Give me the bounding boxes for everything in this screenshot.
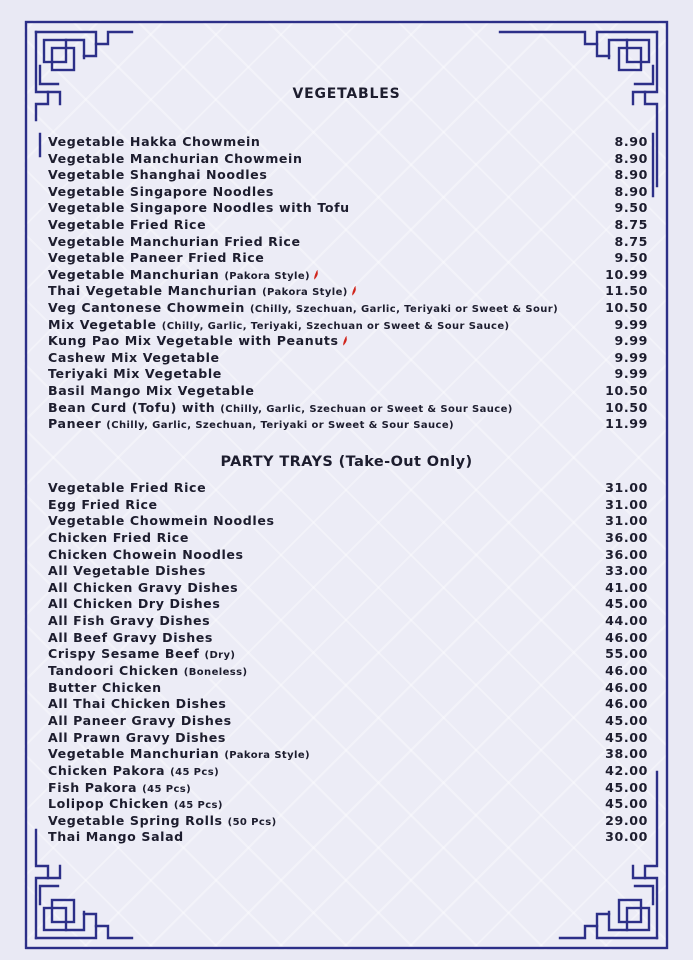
menu-item <box>48 713 648 730</box>
menu-item <box>48 283 648 300</box>
item-name: Vegetable Manchurian <box>48 266 220 282</box>
item-name: Chicken Pakora <box>48 762 166 778</box>
party-trays-list <box>48 480 648 846</box>
item-name: Vegetable Manchurian Chowmein <box>48 150 303 166</box>
vegetables-list <box>48 134 648 433</box>
item-note: (Chilly, Garlic, Teriyaki, Szechuan or Sweet & Sour Sauce) <box>161 320 510 332</box>
menu-item <box>48 513 648 530</box>
item-name: Vegetable Singapore Noodles with Tofu <box>48 200 350 216</box>
item-name: Crispy Sesame Beef <box>48 646 200 662</box>
chili-pepper-icon <box>313 270 319 280</box>
item-price: 8.75 <box>614 216 648 232</box>
item-price: 33.00 <box>605 563 648 579</box>
item-name: Mix Vegetable <box>48 316 157 332</box>
menu-item <box>48 630 648 647</box>
menu-item <box>48 547 648 564</box>
item-name: Egg Fried Rice <box>48 496 158 512</box>
item-price: 45.00 <box>605 796 648 812</box>
item-price: 46.00 <box>605 629 648 645</box>
menu-item <box>48 400 648 417</box>
item-name: Vegetable Chowmein Noodles <box>48 513 275 529</box>
menu-item <box>48 829 648 846</box>
item-name: Basil Mango Mix Vegetable <box>48 382 255 398</box>
item-price: 9.50 <box>614 250 648 266</box>
chili-pepper-icon <box>342 336 348 346</box>
item-price: 42.00 <box>605 762 648 778</box>
item-name: Kung Pao Mix Vegetable with Peanuts <box>48 333 339 349</box>
item-price: 46.00 <box>605 679 648 695</box>
menu-item <box>48 613 648 630</box>
menu-item <box>48 217 648 234</box>
item-name: Tandoori Chicken <box>48 663 179 679</box>
item-name: Fish Pakora <box>48 779 138 795</box>
menu-item <box>48 530 648 547</box>
item-note: (50 Pcs) <box>227 816 277 828</box>
item-price: 45.00 <box>605 779 648 795</box>
menu-item <box>48 317 648 334</box>
item-note: (Boneless) <box>183 667 248 679</box>
item-price: 10.50 <box>605 299 648 315</box>
menu-item <box>48 234 648 251</box>
section-title-vegetables: VEGETABLES <box>292 86 401 102</box>
item-note: (Chilly, Garlic, Szechuan, Teriyaki or Sweet & Sour Sauce) <box>106 420 455 432</box>
item-name: Butter Chicken <box>48 679 162 695</box>
menu-item <box>48 300 648 317</box>
item-price: 31.00 <box>605 480 648 495</box>
item-name: Vegetable Shanghai Noodles <box>48 167 268 183</box>
item-price: 41.00 <box>605 579 648 595</box>
menu-item <box>48 151 648 168</box>
item-price: 36.00 <box>605 546 648 562</box>
menu-item <box>48 646 648 663</box>
item-name: Vegetable Spring Rolls <box>48 812 223 828</box>
menu-item <box>48 267 648 284</box>
item-name: All Fish Gravy Dishes <box>48 613 211 629</box>
item-name: All Chicken Dry Dishes <box>48 596 221 612</box>
chili-pepper-icon <box>351 286 357 296</box>
item-name: Chicken Chowein Noodles <box>48 546 244 562</box>
item-price: 8.90 <box>614 150 648 166</box>
item-note: (45 Pcs) <box>170 766 220 778</box>
item-price: 38.00 <box>605 746 648 762</box>
item-price: 8.90 <box>614 134 648 149</box>
item-note: (45 Pcs) <box>142 783 192 795</box>
menu-item <box>48 383 648 400</box>
item-name: Thai Vegetable Manchurian <box>48 283 258 299</box>
item-price: 9.99 <box>614 366 648 382</box>
item-name: Paneer <box>48 416 102 432</box>
item-name: Cashew Mix Vegetable <box>48 349 220 365</box>
item-price: 30.00 <box>605 829 648 845</box>
item-price: 31.00 <box>605 513 648 529</box>
item-price: 10.99 <box>605 266 648 282</box>
item-price: 9.99 <box>614 333 648 349</box>
menu-item <box>48 580 648 597</box>
item-name: All Chicken Gravy Dishes <box>48 579 239 595</box>
item-price: 31.00 <box>605 496 648 512</box>
item-name: All Thai Chicken Dishes <box>48 696 227 712</box>
item-price: 9.99 <box>614 316 648 332</box>
item-name: Vegetable Singapore Noodles <box>48 183 275 199</box>
menu-item <box>48 250 648 267</box>
menu-item <box>48 696 648 713</box>
item-note: (Chilly, Szechuan, Garlic, Teriyaki or Sweet & Sour) <box>249 303 559 315</box>
menu-item <box>48 184 648 201</box>
item-note: (Pakora Style) <box>262 287 348 299</box>
item-price: 8.75 <box>614 233 648 249</box>
item-name: Vegetable Fried Rice <box>48 216 207 232</box>
item-price: 46.00 <box>605 663 648 679</box>
item-name: All Beef Gravy Dishes <box>48 629 214 645</box>
menu-item <box>48 497 648 514</box>
item-price: 10.50 <box>605 382 648 398</box>
item-name: Thai Mango Salad <box>48 829 184 845</box>
item-price: 36.00 <box>605 529 648 545</box>
item-note: (Dry) <box>204 650 236 662</box>
item-price: 9.99 <box>614 349 648 365</box>
item-note: (Pakora Style) <box>224 270 311 282</box>
menu-item <box>48 416 648 433</box>
item-price: 55.00 <box>605 646 648 662</box>
item-price: 10.50 <box>605 399 648 415</box>
menu-item <box>48 796 648 813</box>
item-name: All Prawn Gravy Dishes <box>48 729 227 745</box>
menu-item <box>48 780 648 797</box>
item-price: 8.90 <box>614 183 648 199</box>
menu-item <box>48 813 648 830</box>
menu-item <box>48 200 648 217</box>
menu-item <box>48 663 648 680</box>
item-name: Bean Curd (Tofu) with <box>48 399 216 415</box>
item-name: Vegetable Hakka Chowmein <box>48 134 261 149</box>
item-price: 29.00 <box>605 812 648 828</box>
item-name: Teriyaki Mix Vegetable <box>48 366 222 382</box>
item-name: All Vegetable Dishes <box>48 563 206 579</box>
item-price: 45.00 <box>605 712 648 728</box>
menu-item <box>48 167 648 184</box>
item-name: Veg Cantonese Chowmein <box>48 299 245 315</box>
item-note: (Pakora Style) <box>224 750 311 762</box>
item-price: 11.99 <box>605 416 648 432</box>
item-note: (Chilly, Garlic, Szechuan or Sweet & Sour Sauce) <box>220 403 513 415</box>
menu-item <box>48 763 648 780</box>
menu-item <box>48 563 648 580</box>
item-name: Chicken Fried Rice <box>48 529 190 545</box>
menu-item <box>48 596 648 613</box>
menu-item <box>48 134 648 151</box>
item-name: Vegetable Manchurian <box>48 746 220 762</box>
section-title-party-trays: PARTY TRAYS (Take-Out Only) <box>220 454 473 470</box>
item-name: Vegetable Manchurian Fried Rice <box>48 233 301 249</box>
menu-item <box>48 480 648 497</box>
item-price: 8.90 <box>614 167 648 183</box>
item-name: All Paneer Gravy Dishes <box>48 712 232 728</box>
item-price: 9.50 <box>614 200 648 216</box>
menu-item <box>48 746 648 763</box>
item-name: Vegetable Fried Rice <box>48 480 207 495</box>
menu-item <box>48 680 648 697</box>
item-price: 46.00 <box>605 696 648 712</box>
menu-item <box>48 730 648 747</box>
item-name: Vegetable Paneer Fried Rice <box>48 250 265 266</box>
item-note: (45 Pcs) <box>173 800 223 812</box>
item-name: Lolipop Chicken <box>48 796 169 812</box>
menu-item <box>48 333 648 350</box>
menu-item <box>48 350 648 367</box>
menu-item <box>48 366 648 383</box>
item-price: 44.00 <box>605 613 648 629</box>
item-price: 45.00 <box>605 729 648 745</box>
item-price: 11.50 <box>605 283 648 299</box>
item-price: 45.00 <box>605 596 648 612</box>
